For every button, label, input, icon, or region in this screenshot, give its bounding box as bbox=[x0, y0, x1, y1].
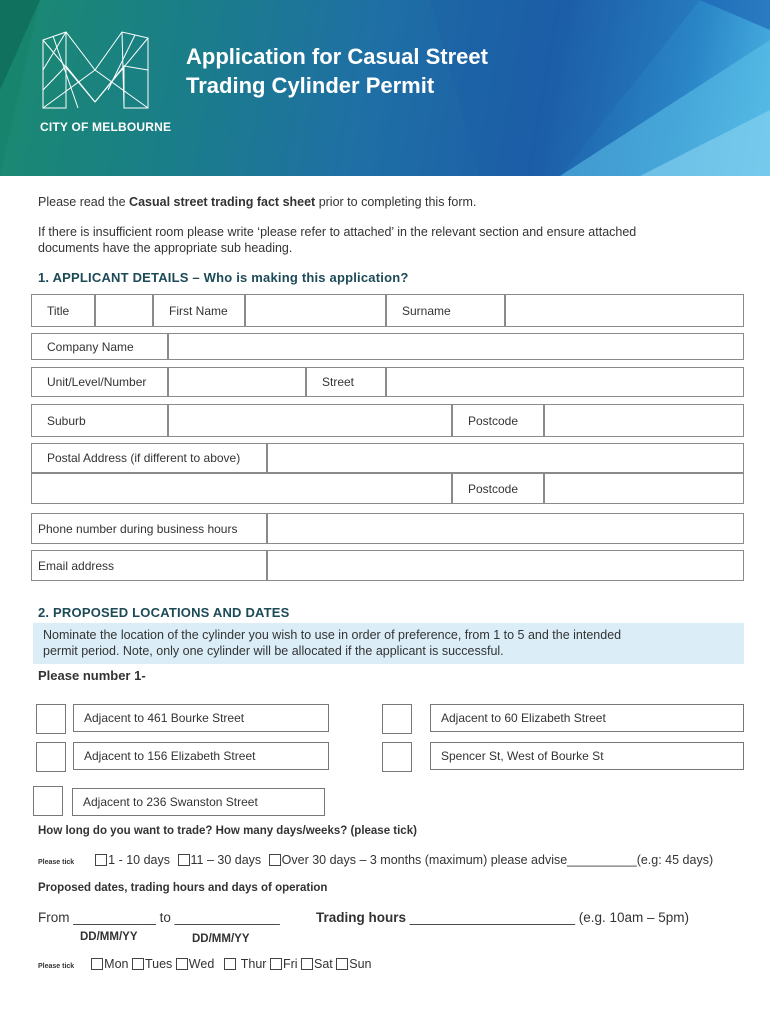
from-to-dates-field[interactable]: From ___________ to ______________ bbox=[38, 910, 280, 925]
locations-note: Nominate the location of the cylinder you wish to use in order of preference, from 1 to 5 and the intended permit period. Note, only one cylinder will be allocated if the applicant is successful. bbox=[33, 623, 744, 664]
duration-option-3: Over 30 days – 3 months (maximum) please advise__________(e.g: 45 days) bbox=[281, 853, 714, 867]
day-checkbox-mon[interactable] bbox=[91, 958, 103, 970]
title-label: Title bbox=[31, 294, 95, 327]
first-name-label: First Name bbox=[153, 294, 245, 327]
day-label-tues: Tues bbox=[144, 957, 173, 971]
location-option-2: Adjacent to 60 Elizabeth Street bbox=[430, 704, 744, 732]
trading-hours-field[interactable]: ______________________ (e.g. 10am – 5pm) bbox=[409, 910, 690, 925]
email-label: Email address bbox=[31, 550, 267, 581]
trading-hours-label: Trading hours bbox=[316, 910, 407, 925]
location-rank-box-2[interactable] bbox=[382, 704, 412, 734]
day-checkbox-thur[interactable] bbox=[224, 958, 236, 970]
please-number-label: Please number 1- bbox=[38, 668, 146, 683]
suburb-input[interactable] bbox=[168, 404, 452, 437]
duration-option-2: 11 – 30 days bbox=[190, 853, 262, 867]
company-name-input[interactable] bbox=[168, 333, 744, 360]
proposed-dates-heading: Proposed dates, trading hours and days of operation bbox=[38, 882, 328, 894]
company-name-label: Company Name bbox=[31, 333, 168, 360]
day-checkbox-sat[interactable] bbox=[301, 958, 313, 970]
intro-paragraph-1: Please read the Casual street trading fact sheet prior to completing this form. bbox=[38, 195, 477, 209]
section-2-heading: 2. PROPOSED LOCATIONS AND DATES bbox=[38, 605, 290, 620]
please-tick-label: Please tick bbox=[38, 859, 75, 866]
duration-checkbox-2[interactable] bbox=[178, 854, 190, 866]
logo-text: CITY OF MELBOURNE bbox=[40, 120, 172, 134]
location-rank-box-3[interactable] bbox=[36, 742, 66, 772]
day-checkbox-fri[interactable] bbox=[270, 958, 282, 970]
duration-question: How long do you want to trade? How many days/weeks? (please tick) bbox=[38, 825, 417, 837]
intro-paragraph-2: If there is insufficient room please write ‘please refer to attached’ in the relevant section and ensure attached documents have the appropriate sub heading. bbox=[38, 225, 637, 255]
day-label-thur: Thur bbox=[240, 957, 267, 971]
unit-input[interactable] bbox=[168, 367, 306, 397]
days-row bbox=[38, 957, 372, 971]
day-label-sat: Sat bbox=[314, 957, 333, 971]
street-input[interactable] bbox=[386, 367, 744, 397]
section-1-heading: 1. APPLICANT DETAILS – Who is making this application? bbox=[38, 270, 409, 285]
to-date-format: DD/MM/YY bbox=[192, 933, 250, 945]
postal-postcode-input[interactable] bbox=[544, 473, 744, 504]
postcode-input[interactable] bbox=[544, 404, 744, 437]
day-checkbox-wed[interactable] bbox=[176, 958, 188, 970]
page-title: Application for Casual Street Trading Cylinder Permit bbox=[186, 44, 488, 98]
postal-address-input[interactable] bbox=[267, 443, 744, 473]
trading-hours-row bbox=[316, 910, 689, 925]
from-date-format: DD/MM/YY bbox=[80, 931, 138, 943]
first-name-input[interactable] bbox=[245, 294, 386, 327]
suburb-label: Suburb bbox=[31, 404, 168, 437]
phone-input[interactable] bbox=[267, 513, 744, 544]
location-rank-box-5[interactable] bbox=[33, 786, 63, 816]
location-rank-box-4[interactable] bbox=[382, 742, 412, 772]
surname-input[interactable] bbox=[505, 294, 744, 327]
duration-checkbox-3[interactable] bbox=[269, 854, 281, 866]
day-label-mon: Mon bbox=[104, 957, 129, 971]
location-option-4: Spencer St, West of Bourke St bbox=[430, 742, 744, 770]
day-checkbox-tues[interactable] bbox=[132, 958, 144, 970]
please-tick-days-label: Please tick bbox=[38, 963, 75, 970]
fact-sheet-reference: Casual street trading fact sheet bbox=[129, 195, 316, 209]
day-checkbox-sun[interactable] bbox=[336, 958, 348, 970]
location-rank-box-1[interactable] bbox=[36, 704, 66, 734]
duration-option-1: 1 - 10 days bbox=[108, 853, 171, 867]
day-label-sun: Sun bbox=[349, 957, 372, 971]
location-option-1: Adjacent to 461 Bourke Street bbox=[73, 704, 329, 732]
postal-address-line-2-input[interactable] bbox=[31, 473, 452, 504]
postal-address-label: Postal Address (if different to above) bbox=[31, 443, 267, 473]
day-label-fri: Fri bbox=[282, 957, 298, 971]
day-label-wed: Wed bbox=[188, 957, 215, 971]
postal-postcode-label: Postcode bbox=[452, 473, 544, 504]
postcode-label: Postcode bbox=[452, 404, 544, 437]
phone-label: Phone number during business hours bbox=[31, 513, 267, 544]
unit-label: Unit/Level/Number bbox=[31, 367, 168, 397]
city-of-melbourne-logo bbox=[38, 30, 153, 115]
title-input[interactable] bbox=[95, 294, 153, 327]
header-banner bbox=[0, 0, 770, 176]
duration-checkbox-1[interactable] bbox=[95, 854, 107, 866]
surname-label: Surname bbox=[386, 294, 505, 327]
email-input[interactable] bbox=[267, 550, 744, 581]
location-option-5: Adjacent to 236 Swanston Street bbox=[72, 788, 325, 816]
location-option-3: Adjacent to 156 Elizabeth Street bbox=[73, 742, 329, 770]
street-label: Street bbox=[306, 367, 386, 397]
duration-options-row bbox=[38, 853, 713, 867]
